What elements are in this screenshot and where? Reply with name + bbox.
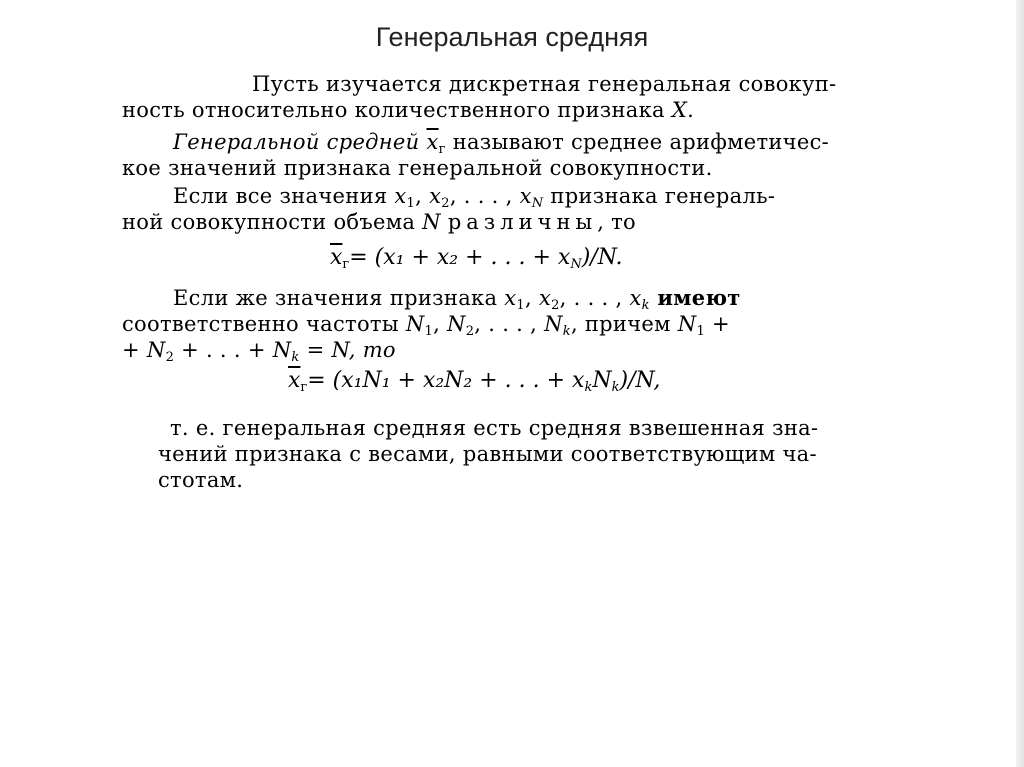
case2-line-1: Если же значения признака $x_1$, $x_2$, . . . , $x_k$ имеют <box>173 285 741 313</box>
conclusion-line-2: чений признака с весами, равными соответствующим ча- <box>158 442 817 466</box>
case2-line-3: + $N_2$ + . . . + $N_k = N$, то <box>122 338 396 365</box>
slide-title: Генеральная средняя <box>375 22 649 52</box>
conclusion-line-3: стотам. <box>158 468 244 492</box>
case2-line-2: соответственно частоты $N_1$, $N_2$, . . . , $N_k$, причем $N_1$ + <box>122 312 730 339</box>
paragraph-line-2: ность относительно количественного признака X. <box>122 98 695 122</box>
definition-line-1: Генеральной средней $\overline{x}_г$ называют среднее арифметичес- <box>173 130 830 157</box>
formula-simple-mean: $\overline{x}_г= (x_1 + x_2$ + . . . + $x_N)/N$. <box>330 245 623 272</box>
conclusion-line-1: т. е. генеральная средняя есть средняя взвешенная зна- <box>170 416 819 440</box>
definition-line-2: кое значений признака генеральной совокупности. <box>122 156 713 180</box>
paragraph-line-1: Пусть изучается дискретная генеральная совокуп- <box>252 72 837 96</box>
slide-edge <box>1016 0 1024 767</box>
scanned-text-block <box>118 62 948 507</box>
case1-line-1: Если все значения $x_1$, $x_2$, . . . , $x_N$ признака генераль- <box>173 184 776 211</box>
formula-weighted-mean: $\overline{x}_г= (x_1N_1 + x_2N_2$ + . . . + $x_kN_k)/N$, <box>288 368 661 395</box>
case1-line-2: ной совокупности объема N различны, то <box>122 210 636 234</box>
